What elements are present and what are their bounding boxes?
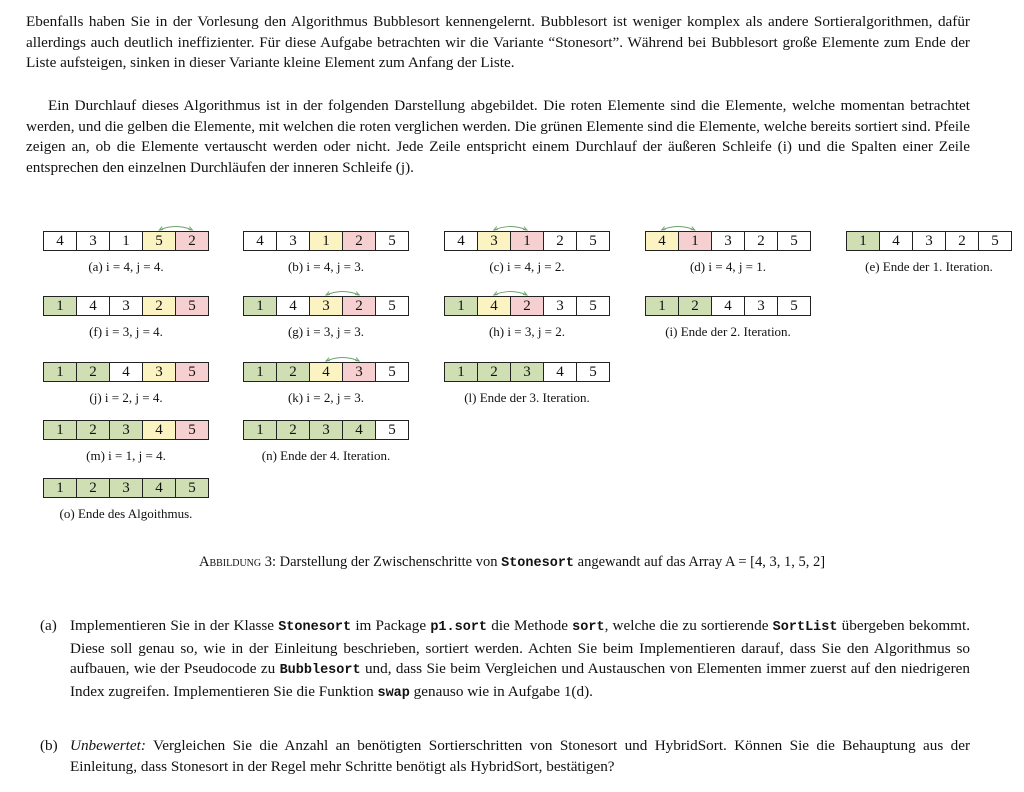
array-cell: 5 (375, 363, 408, 381)
array-cell: 3 (142, 363, 175, 381)
array-cell: 3 (711, 232, 744, 250)
array-cell: 2 (678, 297, 711, 315)
task-b-label: (b) (40, 737, 58, 754)
task-a-text: Implementieren Sie in der Klasse Stonesort im Package p1.sort die Methode sort, welche die zu sortierende SortList übergeben bekommt. Diese soll genau so, wie in der Einleitung beschrieben, sortiert werden. Achten Sie beim Implementieren darauf, dass Sie den Algorithmus so aufbauen, wie der Pseudocode zu Bubblesort und, dass Sie beim Vergleichen und Austauschen von Elementen immer zuerst auf den niedrigeren Index zugreifen. Implementieren Sie die Funktion swap genauso wie in Aufgabe 1(d). (70, 617, 971, 701)
subfigure-caption: (c) i = 4, j = 2. (489, 259, 565, 274)
task-b (40, 736, 970, 777)
array-row (444, 296, 610, 316)
array-row (43, 420, 209, 440)
array-cell: 1 (309, 232, 342, 250)
subfigure (43, 420, 213, 464)
array-cell: 5 (576, 232, 609, 250)
subfigure (444, 231, 614, 275)
array-cell: 1 (44, 479, 76, 497)
array-cell: 1 (847, 232, 879, 250)
subfigure (645, 296, 815, 340)
array-cell: 1 (44, 297, 76, 315)
array-cell: 3 (109, 297, 142, 315)
array-cell: 3 (543, 297, 576, 315)
array-cell: 2 (76, 363, 109, 381)
subfigure-caption: (i) Ende der 2. Iteration. (665, 324, 791, 339)
array-cell: 2 (175, 232, 208, 250)
array-row (846, 231, 1012, 251)
array-cell: 4 (109, 363, 142, 381)
array-cell: 3 (109, 479, 142, 497)
subfigure-caption: (n) Ende der 4. Iteration. (261, 448, 391, 463)
array-row (243, 420, 409, 440)
subfigure-caption: (k) i = 2, j = 3. (287, 390, 365, 405)
subfigure (43, 478, 213, 522)
array-cell: 1 (445, 297, 477, 315)
array-cell: 4 (457, 233, 465, 249)
array-cell: 1 (646, 297, 678, 315)
subfigure-caption: (b) i = 4, j = 3. (287, 259, 365, 274)
array-cell: 1 (510, 232, 543, 250)
array-cell: 4 (477, 297, 510, 315)
array-cell: 5 (175, 479, 208, 497)
array-row (645, 231, 811, 251)
subfigure-caption: (a) i = 4, j = 4. (88, 259, 164, 274)
swap-arrow-icon (243, 288, 409, 296)
subfigure-caption: (l) Ende der 3. Iteration. (464, 390, 590, 405)
array-row (243, 296, 409, 316)
intro-paragraph-2: Ein Durchlauf dieses Algorithmus ist in der folgenden Darstellung abgebildet. Die roten Elemente sind die Elemente, welche momentan betrachtet werden, und die gelben die Elemente, mit welchen die roten verglichen werden. Die grünen Elemente sind die Elemente, welche bereits sortiert sind. Pfeile zeigen an, ob die Elemente vertauscht werden oder nicht. Jede Zeile entspricht einem Durchlauf der äußeren Schleife (i) und die Spalten einer Zeile entsprechen den einzelnen Durchläufen der inneren Schleife (j). (26, 97, 970, 176)
array-cell: 1 (244, 297, 276, 315)
subfigure (243, 362, 413, 406)
array-row (444, 231, 610, 251)
array-cell: 4 (76, 297, 109, 315)
array-cell: 2 (543, 232, 576, 250)
array-cell: 2 (342, 297, 375, 315)
array-cell: 2 (744, 232, 777, 250)
array-cell: 4 (543, 363, 576, 381)
array-cell: 4 (142, 479, 175, 497)
array-cell: 3 (510, 363, 543, 381)
array-cell: 3 (744, 297, 777, 315)
array-cell: 1 (678, 232, 711, 250)
subfigure-caption: (j) i = 2, j = 4. (89, 390, 163, 405)
swap-arrow-icon (243, 354, 409, 362)
array-cell: 3 (912, 232, 945, 250)
swap-arrow-icon (645, 223, 811, 231)
array-cell: 5 (978, 232, 1011, 250)
array-row (444, 362, 610, 382)
array-cell: 4 (256, 233, 264, 249)
array-row (43, 231, 209, 251)
array-cell: 3 (342, 363, 375, 381)
array-row (243, 362, 409, 382)
array-cell: 2 (477, 363, 510, 381)
subfigure (43, 296, 213, 340)
array-cell: 1 (445, 363, 477, 381)
array-cell: 2 (76, 421, 109, 439)
array-cell: 3 (109, 421, 142, 439)
subfigure (444, 362, 614, 406)
task-a (40, 616, 970, 704)
array-cell: 4 (56, 233, 64, 249)
array-cell: 4 (879, 232, 912, 250)
subfigure (243, 296, 413, 340)
subfigure (43, 231, 213, 275)
array-cell: 5 (175, 363, 208, 381)
subfigure-caption: (h) i = 3, j = 2. (488, 324, 566, 339)
subfigure-caption: (m) i = 1, j = 4. (86, 448, 166, 463)
array-cell: 5 (142, 232, 175, 250)
array-cell: 4 (142, 421, 175, 439)
subfigure (645, 231, 815, 275)
array-cell: 1 (244, 421, 276, 439)
array-cell: 1 (44, 363, 76, 381)
subfigure-caption: (g) i = 3, j = 3. (287, 324, 365, 339)
array-cell: 5 (375, 232, 408, 250)
array-row (645, 296, 811, 316)
array-cell: 2 (342, 232, 375, 250)
array-cell: 3 (309, 421, 342, 439)
task-b-text: Unbewertet: Vergleichen Sie die Anzahl an benötigten Sortierschritten von Stonesort und HybridSort. Können Sie die Behauptung aus der Einleitung, dass Stonesort in der Regel mehr Schritte benötigt als HybridSort, bestätigen? (70, 737, 970, 775)
figure-caption: Abbildung 3: Darstellung der Zwischenschritte von Stonesort angewandt auf das Array A = [4, 3, 1, 5, 2] (198, 554, 826, 571)
subfigure (243, 420, 413, 464)
array-cell: 5 (576, 297, 609, 315)
array-row (43, 296, 209, 316)
array-cell: 1 (109, 232, 142, 250)
array-row (43, 478, 209, 498)
array-cell: 4 (276, 297, 309, 315)
array-cell: 3 (477, 232, 510, 250)
array-cell: 2 (76, 479, 109, 497)
array-cell: 3 (276, 232, 309, 250)
array-cell: 5 (576, 363, 609, 381)
array-cell: 3 (309, 297, 342, 315)
array-cell: 5 (175, 297, 208, 315)
subfigure-caption: (f) i = 3, j = 4. (89, 324, 163, 339)
swap-arrow-icon (43, 223, 209, 231)
array-cell: 5 (777, 297, 810, 315)
array-row (243, 231, 409, 251)
figure-caption-label: Abbildung 3: (198, 554, 277, 570)
array-cell: 5 (777, 232, 810, 250)
task-a-label: (a) (40, 617, 57, 634)
array-cell: 2 (276, 421, 309, 439)
array-cell: 4 (711, 297, 744, 315)
subfigure-caption: (d) i = 4, j = 1. (689, 259, 767, 274)
array-cell: 5 (375, 297, 408, 315)
array-cell: 2 (945, 232, 978, 250)
subfigure-caption: (e) Ende der 1. Iteration. (865, 259, 993, 274)
swap-arrow-icon (444, 223, 610, 231)
array-row (43, 362, 209, 382)
subfigure (243, 231, 413, 275)
array-cell: 3 (76, 232, 109, 250)
subfigure (846, 231, 1016, 275)
subfigure (444, 296, 614, 340)
array-cell: 4 (342, 421, 375, 439)
swap-arrow-icon (444, 288, 610, 296)
array-cell: 1 (44, 421, 76, 439)
array-cell: 5 (375, 421, 408, 439)
array-cell: 2 (276, 363, 309, 381)
array-cell: 4 (646, 232, 678, 250)
array-cell: 4 (309, 363, 342, 381)
subfigure (43, 362, 213, 406)
subfigure-caption: (o) Ende des Algoithmus. (59, 506, 193, 521)
array-cell: 2 (510, 297, 543, 315)
intro-paragraph-1: Ebenfalls haben Sie in der Vorlesung den Algorithmus Bubblesort kennengelernt. Bubblesort ist weniger komplex als andere Sortieralgorithmen, dafür allerdings auch deutlich ineffizienter. Für diese Aufgabe betrachten wir die Variante “Stonesort”. Während bei Bubblesort große Elemente zum Ende der Liste aufsteigen, sinken in dieser Variante kleine Element zum Anfang der Liste. (26, 13, 970, 72)
array-cell: 1 (244, 363, 276, 381)
array-cell: 5 (175, 421, 208, 439)
array-cell: 2 (142, 297, 175, 315)
